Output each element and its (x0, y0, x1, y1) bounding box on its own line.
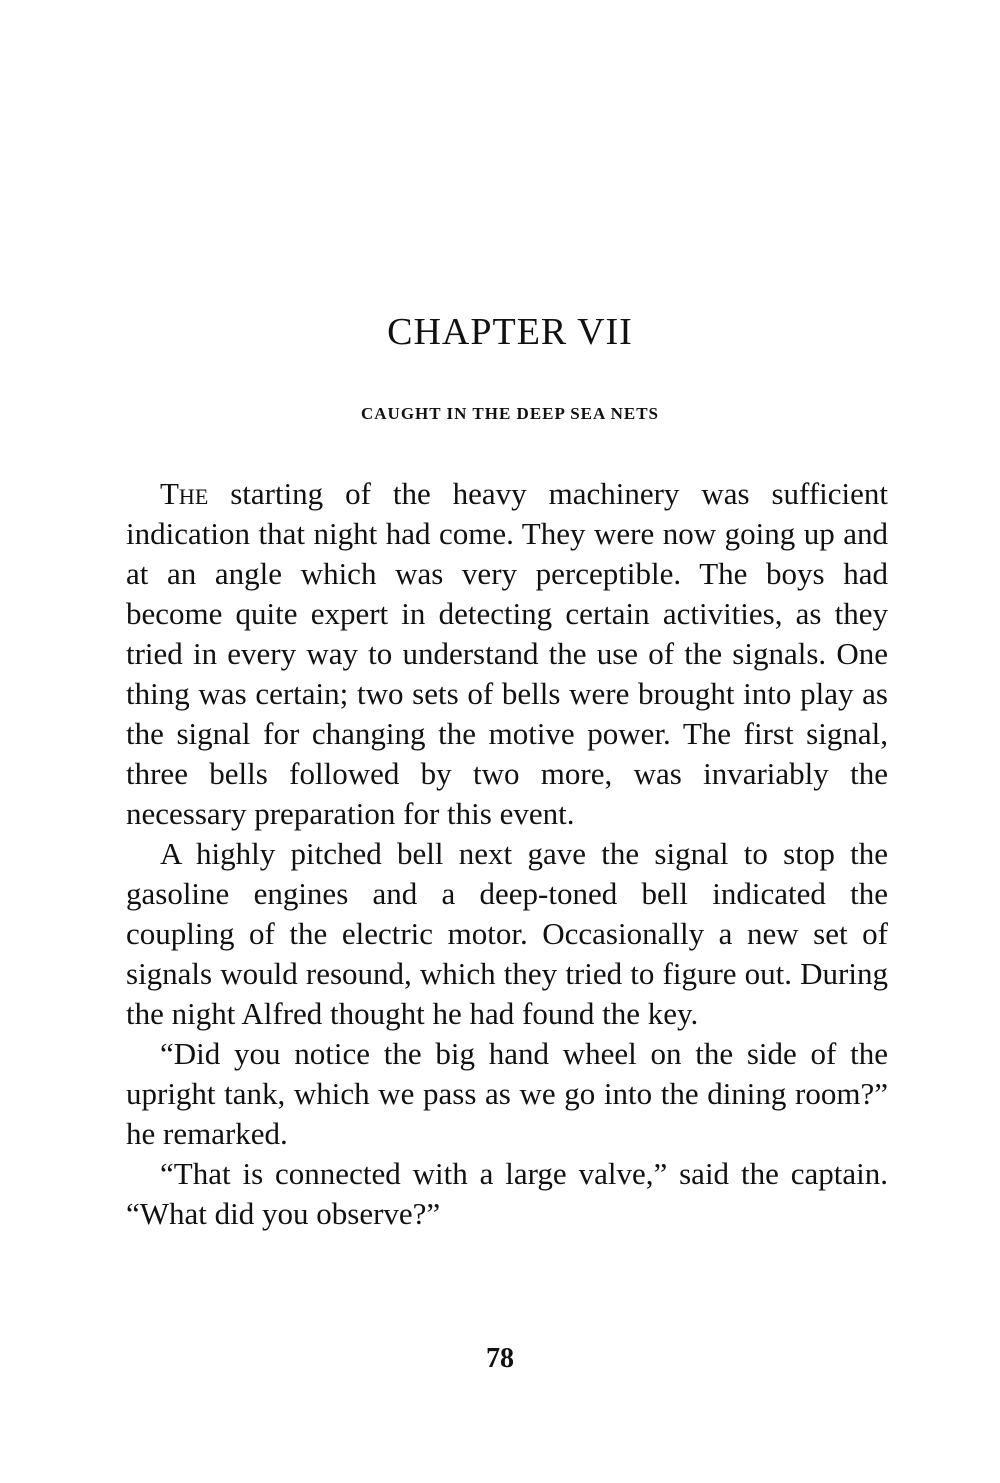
paragraph-2: A highly pitched bell next gave the signal to stop the gasoline engines and a deep-toned bell indicated the coupling of the electric motor. Occasionally a new set of signals would resound, which they tried to figure out. During the night Alfred thought he had found the key. (126, 836, 888, 1031)
chapter-subtitle: CAUGHT IN THE DEEP SEA NETS (361, 404, 659, 423)
chapter-title: CHAPTER VII (387, 311, 633, 353)
paragraph-lead-word: The (160, 476, 209, 511)
paragraph-1 (126, 474, 888, 834)
page-number: 78 (486, 1343, 514, 1374)
body-text (126, 474, 888, 1234)
paragraph-4: “That is connected with a large valve,” said the captain. “What did you observe?” (126, 1156, 888, 1231)
paragraph-text: starting of the heavy machinery was sufficient indication that night had come. They were now going up and at an angle which was very perceptible. The boys had become quite expert in detecting certain activities, as they tried in every way to understand the use of the signals. One thing was certain; two sets of bells were brought into play as the signal for changing the motive power. The first signal, three bells followed by two more, was invariably the necessary preparation for this event. (126, 476, 888, 831)
paragraph-3: “Did you notice the big hand wheel on the side of the upright tank, which we pass as we go into the dining room?” he remarked. (126, 1036, 888, 1151)
